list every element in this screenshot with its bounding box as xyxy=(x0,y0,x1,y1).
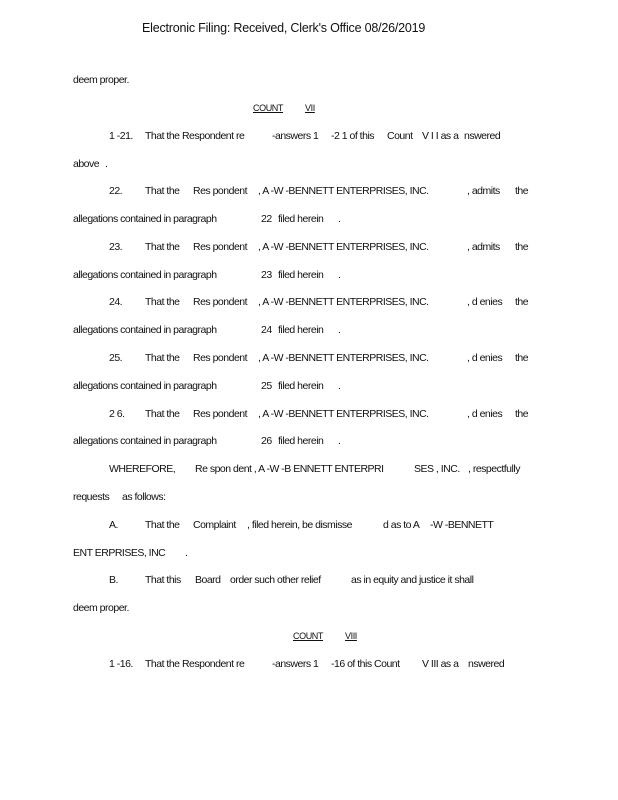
request-a-text: , filed herein, be dismisse xyxy=(247,519,352,531)
paragraph-24-text: Res pondent xyxy=(193,296,248,308)
paragraph-25-text: filed herein xyxy=(278,380,324,392)
paragraph-25-number: 25. xyxy=(109,352,123,364)
request-b-text: Board xyxy=(195,574,221,586)
paragraph-26-text: Res pondent xyxy=(193,408,248,420)
paragraph-23-ref: 23 xyxy=(261,269,272,281)
paragraph-24-party: , A -W -BENNETT ENTERPRISES, INC. xyxy=(258,296,429,308)
paragraph-24-text: the xyxy=(515,296,529,308)
paragraph-1-16-number: 1 -16. xyxy=(109,658,133,670)
paragraph-22-party: , A -W -BENNETT ENTERPRISES, INC. xyxy=(258,185,429,197)
paragraph-1-21-text: That the Respondent re xyxy=(145,130,245,142)
paragraph-26-party: , A -W -BENNETT ENTERPRISES, INC. xyxy=(258,408,429,420)
wherefore-party: Re spon dent , A -W -B ENNETT ENTERPRI xyxy=(195,463,384,475)
paragraph-23-wrap: allegations contained in paragraph xyxy=(73,269,217,281)
paragraph-23-text: filed herein xyxy=(278,269,324,281)
paragraph-22-end: . xyxy=(338,213,341,225)
paragraph-23-text: Res pondent xyxy=(193,241,248,253)
paragraph-1-21-wrap: above xyxy=(73,158,100,170)
paragraph-26-text: That the xyxy=(145,408,180,420)
paragraph-25-ref: 25 xyxy=(261,380,272,392)
count-numeral: VII xyxy=(305,103,315,113)
paragraph-24-text: That the xyxy=(145,296,180,308)
paragraph-25-end: . xyxy=(338,380,341,392)
paragraph-24-text: filed herein xyxy=(278,324,324,336)
request-b-text: as in equity and justice it shall xyxy=(351,574,474,586)
paragraph-25-verb: , d enies xyxy=(467,352,503,364)
request-a-text: Complaint xyxy=(193,519,236,531)
paragraph-1-21-end: . xyxy=(105,158,108,170)
paragraph-24-verb: , d enies xyxy=(467,296,503,308)
wherefore-wrap: requests xyxy=(73,491,110,503)
paragraph-26-verb: , d enies xyxy=(467,408,503,420)
paragraph-24-end: . xyxy=(338,324,341,336)
wherefore-wrap: as follows: xyxy=(122,491,166,503)
paragraph-25-party: , A -W -BENNETT ENTERPRISES, INC. xyxy=(258,352,429,364)
paragraph-24-number: 24. xyxy=(109,296,123,308)
paragraph-1-21-text: V I I as a xyxy=(422,130,459,142)
paragraph-23-end: . xyxy=(338,269,341,281)
paragraph-26-text: the xyxy=(515,408,529,420)
wherefore-text: , respectfully xyxy=(468,463,520,475)
paragraph-24-wrap: allegations contained in paragraph xyxy=(73,324,217,336)
request-a-end: . xyxy=(185,547,188,559)
paragraph-1-21-text: -2 1 of this xyxy=(331,130,375,142)
paragraph-25-text: Res pondent xyxy=(193,352,248,364)
paragraph-1-21-text: Count xyxy=(387,130,413,142)
paragraph-23-text: That the xyxy=(145,241,180,253)
paragraph-1-16-text: -answers 1 xyxy=(272,658,319,670)
paragraph-26-ref: 26 xyxy=(261,435,272,447)
paragraph-22-text: filed herein xyxy=(278,213,324,225)
paragraph-26-end: . xyxy=(338,435,341,447)
count-label: COUNT xyxy=(293,631,323,641)
paragraph-22-number: 22. xyxy=(109,185,123,197)
paragraph-1-16-text: -16 of this Count xyxy=(331,658,400,670)
paragraph-23-party: , A -W -BENNETT ENTERPRISES, INC. xyxy=(258,241,429,253)
count-numeral: VIII xyxy=(345,631,357,641)
paragraph-1-21-text: nswered xyxy=(464,130,501,142)
request-b-label: B. xyxy=(109,574,118,586)
request-b-wrap: deem proper. xyxy=(73,602,129,614)
continuation-line: deem proper. xyxy=(73,74,129,86)
count-viii-heading xyxy=(293,631,363,641)
paragraph-22-text: the xyxy=(515,185,529,197)
request-a-label: A. xyxy=(109,519,118,531)
request-a-text: d as to A xyxy=(383,519,420,531)
wherefore-clause: WHEREFORE, xyxy=(109,463,176,475)
paragraph-23-number: 23. xyxy=(109,241,123,253)
request-b-text: order such other relief xyxy=(230,574,321,586)
request-b-text: That this xyxy=(145,574,181,586)
paragraph-24-ref: 24 xyxy=(261,324,272,336)
wherefore-party: SES , INC. xyxy=(414,463,460,475)
paragraph-23-text: the xyxy=(515,241,529,253)
paragraph-1-21-number: 1 -21. xyxy=(109,130,133,142)
paragraph-25-wrap: allegations contained in paragraph xyxy=(73,380,217,392)
paragraph-22-verb: , admits xyxy=(467,185,500,197)
request-a-party: -W -BENNETT xyxy=(430,519,494,531)
paragraph-22-text: Res pondent xyxy=(193,185,248,197)
paragraph-25-text: That the xyxy=(145,352,180,364)
paragraph-22-text: That the xyxy=(145,185,180,197)
paragraph-22-ref: 22 xyxy=(261,213,272,225)
paragraph-1-16-text: V III as a xyxy=(422,658,459,670)
paragraph-1-21-text: -answers 1 xyxy=(272,130,319,142)
paragraph-26-text: filed herein xyxy=(278,435,324,447)
paragraph-23-verb: , admits xyxy=(467,241,500,253)
request-a-wrap: ENT ERPRISES, INC xyxy=(73,547,166,559)
count-vii-heading xyxy=(253,103,321,113)
paragraph-26-number: 2 6. xyxy=(109,408,125,420)
paragraph-26-wrap: allegations contained in paragraph xyxy=(73,435,217,447)
count-label: COUNT xyxy=(253,103,283,113)
paragraph-1-16-text: That the Respondent re xyxy=(145,658,245,670)
paragraph-22-wrap: allegations contained in paragraph xyxy=(73,213,217,225)
filing-stamp-header: Electronic Filing: Received, Clerk's Office 08/26/2019 xyxy=(142,21,426,35)
paragraph-25-text: the xyxy=(515,352,529,364)
paragraph-1-16-text: nswered xyxy=(468,658,505,670)
request-a-text: That the xyxy=(145,519,180,531)
